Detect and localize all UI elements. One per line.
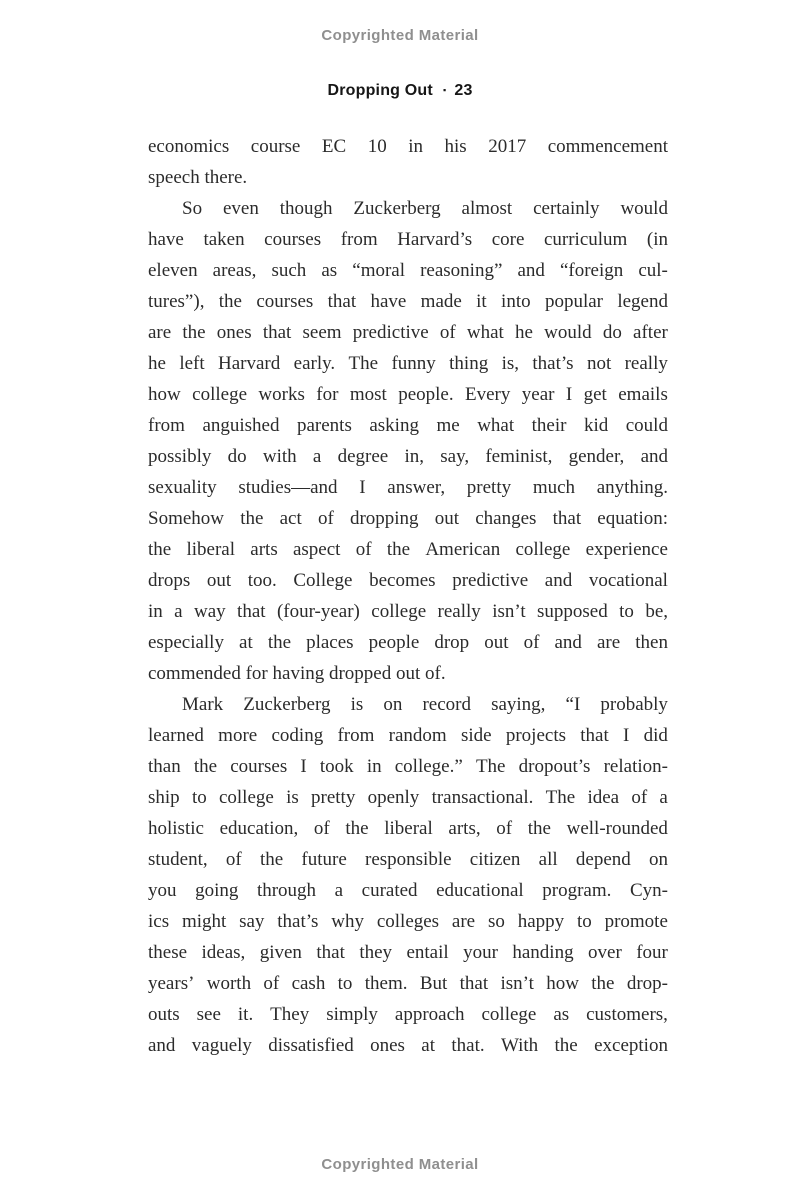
text-line: in a way that (four-year) college really isn’t supposed to be, xyxy=(148,601,668,622)
text-line: are the ones that seem predictive of what he would do after xyxy=(148,322,668,343)
paragraph xyxy=(148,193,668,689)
text-line: years’ worth of cash to them. But that isn’t how the drop- xyxy=(148,973,668,994)
text-line: commended for having dropped out of. xyxy=(148,663,446,684)
text-line: Mark Zuckerberg is on record saying, “I probably xyxy=(182,694,668,715)
text-line: have taken courses from Harvard’s core curriculum (in xyxy=(148,229,668,250)
text-line: ics might say that’s why colleges are so happy to promote xyxy=(148,911,668,932)
text-line: holistic education, of the liberal arts, of the well-rounded xyxy=(148,818,668,839)
text-line: learned more coding from random side projects that I did xyxy=(148,725,668,746)
text-line: Somehow the act of dropping out changes that equation: xyxy=(148,508,668,529)
text-line: how college works for most people. Every year I get emails xyxy=(148,384,668,405)
text-line: sexuality studies—and I answer, pretty much anything. xyxy=(148,477,668,498)
text-line: the liberal arts aspect of the American college experience xyxy=(148,539,668,560)
copyright-notice-top: Copyrighted Material xyxy=(321,27,479,44)
text-line: and vaguely dissatisfied ones at that. With the exception xyxy=(148,1035,668,1056)
text-line: from anguished parents asking me what their kid could xyxy=(148,415,668,436)
text-line: tures”), the courses that have made it into popular legend xyxy=(148,291,668,312)
page-number: 23 xyxy=(454,82,473,99)
body-text xyxy=(148,131,668,1061)
text-line: So even though Zuckerberg almost certainly would xyxy=(182,198,668,219)
text-line: especially at the places people drop out of and are then xyxy=(148,632,668,653)
running-header xyxy=(0,82,800,100)
text-line: eleven areas, such as “moral reasoning” and “foreign cul- xyxy=(148,260,668,281)
text-line: speech there. xyxy=(148,167,248,188)
text-line: drops out too. College becomes predictive and vocational xyxy=(148,570,668,591)
chapter-title: Dropping Out xyxy=(327,82,433,99)
text-line: than the courses I took in college.” The dropout’s relation- xyxy=(148,756,668,777)
copyright-notice-bottom: Copyrighted Material xyxy=(321,1156,479,1173)
text-line: these ideas, given that they entail your handing over four xyxy=(148,942,668,963)
paragraph xyxy=(148,131,668,193)
text-line: he left Harvard early. The funny thing is, that’s not really xyxy=(148,353,668,374)
text-line: economics course EC 10 in his 2017 commencement xyxy=(148,136,668,157)
text-line: outs see it. They simply approach college as customers, xyxy=(148,1004,668,1025)
square-bullet-separator: ▪ xyxy=(442,85,447,95)
paragraph xyxy=(148,689,668,1061)
text-line: possibly do with a degree in, say, feminist, gender, and xyxy=(148,446,668,467)
text-line: you going through a curated educational program. Cyn- xyxy=(148,880,668,901)
text-line: ship to college is pretty openly transactional. The idea of a xyxy=(148,787,668,808)
text-line: student, of the future responsible citizen all depend on xyxy=(148,849,668,870)
